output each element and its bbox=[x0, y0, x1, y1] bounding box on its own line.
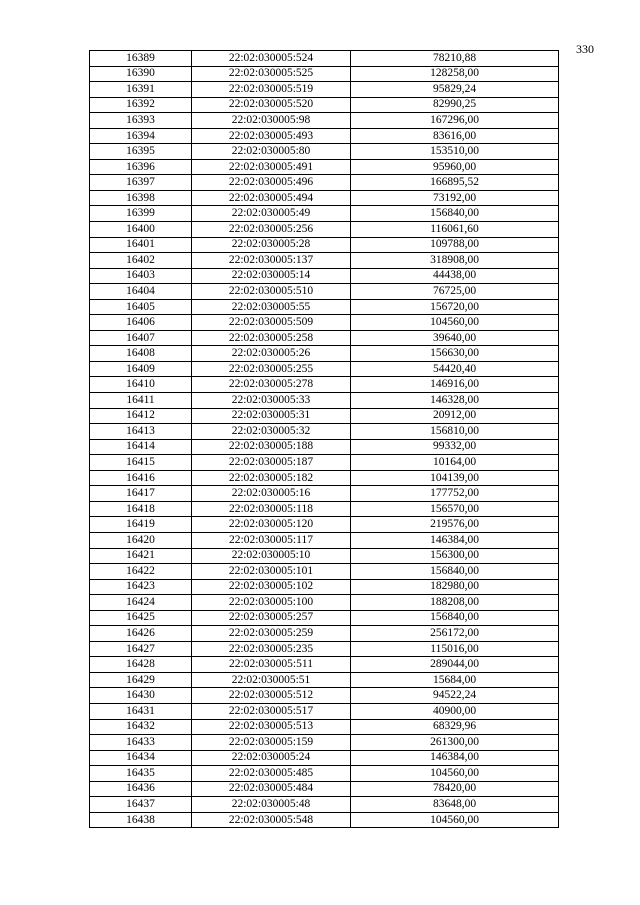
cadastral-number-cell: 22:02:030005:182 bbox=[192, 470, 351, 486]
table-row bbox=[90, 128, 559, 144]
table-row bbox=[90, 750, 559, 766]
table-row bbox=[90, 735, 559, 751]
cadastral-number-cell: 22:02:030005:51 bbox=[192, 672, 351, 688]
table-row bbox=[90, 579, 559, 595]
cadastral-number-cell: 22:02:030005:31 bbox=[192, 408, 351, 424]
value-cell: 99332,00 bbox=[351, 439, 559, 455]
cadastral-number-cell: 22:02:030005:510 bbox=[192, 284, 351, 300]
value-cell: 156570,00 bbox=[351, 501, 559, 517]
value-cell: 54420,40 bbox=[351, 361, 559, 377]
table-row bbox=[90, 377, 559, 393]
cadastral-number-cell: 22:02:030005:485 bbox=[192, 766, 351, 782]
value-cell: 166895,52 bbox=[351, 175, 559, 191]
row-number-cell: 16432 bbox=[90, 719, 192, 735]
row-number-cell: 16398 bbox=[90, 190, 192, 206]
value-cell: 68329,96 bbox=[351, 719, 559, 735]
row-number-cell: 16438 bbox=[90, 812, 192, 828]
value-cell: 15684,00 bbox=[351, 672, 559, 688]
cadastral-number-cell: 22:02:030005:187 bbox=[192, 455, 351, 471]
row-number-cell: 16416 bbox=[90, 470, 192, 486]
table-row bbox=[90, 610, 559, 626]
row-number-cell: 16397 bbox=[90, 175, 192, 191]
table-row bbox=[90, 237, 559, 253]
cadastral-number-cell: 22:02:030005:117 bbox=[192, 532, 351, 548]
row-number-cell: 16412 bbox=[90, 408, 192, 424]
cadastral-number-cell: 22:02:030005:548 bbox=[192, 812, 351, 828]
table-row bbox=[90, 703, 559, 719]
row-number-cell: 16422 bbox=[90, 564, 192, 580]
row-number-cell: 16434 bbox=[90, 750, 192, 766]
row-number-cell: 16420 bbox=[90, 532, 192, 548]
row-number-cell: 16392 bbox=[90, 97, 192, 113]
value-cell: 156840,00 bbox=[351, 564, 559, 580]
value-cell: 156300,00 bbox=[351, 548, 559, 564]
table-row bbox=[90, 641, 559, 657]
table-row bbox=[90, 361, 559, 377]
value-cell: 146916,00 bbox=[351, 377, 559, 393]
cadastral-number-cell: 22:02:030005:10 bbox=[192, 548, 351, 564]
table-row bbox=[90, 439, 559, 455]
cadastral-number-cell: 22:02:030005:235 bbox=[192, 641, 351, 657]
cadastral-number-cell: 22:02:030005:513 bbox=[192, 719, 351, 735]
value-cell: 289044,00 bbox=[351, 657, 559, 673]
table-row bbox=[90, 470, 559, 486]
page-number: 330 bbox=[576, 42, 594, 56]
value-cell: 44438,00 bbox=[351, 268, 559, 284]
table-row bbox=[90, 268, 559, 284]
value-cell: 318908,00 bbox=[351, 253, 559, 269]
value-cell: 182980,00 bbox=[351, 579, 559, 595]
row-number-cell: 16405 bbox=[90, 299, 192, 315]
value-cell: 261300,00 bbox=[351, 735, 559, 751]
table-row bbox=[90, 424, 559, 440]
table-row bbox=[90, 393, 559, 409]
cadastral-number-cell: 22:02:030005:256 bbox=[192, 222, 351, 238]
cadastral-number-cell: 22:02:030005:48 bbox=[192, 797, 351, 813]
cadastral-number-cell: 22:02:030005:80 bbox=[192, 144, 351, 160]
table-row bbox=[90, 97, 559, 113]
cadastral-number-cell: 22:02:030005:509 bbox=[192, 315, 351, 331]
value-cell: 146384,00 bbox=[351, 750, 559, 766]
cadastral-number-cell: 22:02:030005:101 bbox=[192, 564, 351, 580]
table-row bbox=[90, 113, 559, 129]
row-number-cell: 16435 bbox=[90, 766, 192, 782]
table-row bbox=[90, 781, 559, 797]
cadastral-number-cell: 22:02:030005:33 bbox=[192, 393, 351, 409]
value-cell: 83648,00 bbox=[351, 797, 559, 813]
cadastral-number-cell: 22:02:030005:14 bbox=[192, 268, 351, 284]
cadastral-number-cell: 22:02:030005:517 bbox=[192, 703, 351, 719]
table-row bbox=[90, 672, 559, 688]
cadastral-number-cell: 22:02:030005:511 bbox=[192, 657, 351, 673]
table-row bbox=[90, 284, 559, 300]
row-number-cell: 16390 bbox=[90, 66, 192, 82]
row-number-cell: 16396 bbox=[90, 159, 192, 175]
cadastral-number-cell: 22:02:030005:519 bbox=[192, 82, 351, 98]
cadastral-number-cell: 22:02:030005:98 bbox=[192, 113, 351, 129]
value-cell: 40900,00 bbox=[351, 703, 559, 719]
value-cell: 116061,60 bbox=[351, 222, 559, 238]
table-row bbox=[90, 657, 559, 673]
row-number-cell: 16431 bbox=[90, 703, 192, 719]
table-row bbox=[90, 408, 559, 424]
value-cell: 146384,00 bbox=[351, 532, 559, 548]
table-row bbox=[90, 190, 559, 206]
row-number-cell: 16429 bbox=[90, 672, 192, 688]
value-cell: 128258,00 bbox=[351, 66, 559, 82]
table-row bbox=[90, 330, 559, 346]
value-cell: 104560,00 bbox=[351, 766, 559, 782]
cadastral-number-cell: 22:02:030005:100 bbox=[192, 595, 351, 611]
value-cell: 115016,00 bbox=[351, 641, 559, 657]
cadastral-number-cell: 22:02:030005:524 bbox=[192, 51, 351, 67]
cadastral-number-cell: 22:02:030005:493 bbox=[192, 128, 351, 144]
value-cell: 146328,00 bbox=[351, 393, 559, 409]
cadastral-number-cell: 22:02:030005:55 bbox=[192, 299, 351, 315]
value-cell: 78210,88 bbox=[351, 51, 559, 67]
cadastral-number-cell: 22:02:030005:24 bbox=[192, 750, 351, 766]
value-cell: 20912,00 bbox=[351, 408, 559, 424]
table-row bbox=[90, 222, 559, 238]
value-cell: 10164,00 bbox=[351, 455, 559, 471]
cadastral-number-cell: 22:02:030005:484 bbox=[192, 781, 351, 797]
cadastral-number-cell: 22:02:030005:491 bbox=[192, 159, 351, 175]
cadastral-number-cell: 22:02:030005:255 bbox=[192, 361, 351, 377]
row-number-cell: 16394 bbox=[90, 128, 192, 144]
cadastral-number-cell: 22:02:030005:188 bbox=[192, 439, 351, 455]
table-row bbox=[90, 797, 559, 813]
table-row bbox=[90, 159, 559, 175]
table-row bbox=[90, 812, 559, 828]
value-cell: 83616,00 bbox=[351, 128, 559, 144]
row-number-cell: 16421 bbox=[90, 548, 192, 564]
table-row bbox=[90, 548, 559, 564]
table-row bbox=[90, 175, 559, 191]
row-number-cell: 16393 bbox=[90, 113, 192, 129]
cadastral-number-cell: 22:02:030005:512 bbox=[192, 688, 351, 704]
row-number-cell: 16425 bbox=[90, 610, 192, 626]
table-row bbox=[90, 564, 559, 580]
row-number-cell: 16428 bbox=[90, 657, 192, 673]
cadastral-number-cell: 22:02:030005:137 bbox=[192, 253, 351, 269]
row-number-cell: 16418 bbox=[90, 501, 192, 517]
table-row bbox=[90, 501, 559, 517]
table-row bbox=[90, 626, 559, 642]
table-row bbox=[90, 595, 559, 611]
table-row bbox=[90, 51, 559, 67]
cadastral-number-cell: 22:02:030005:496 bbox=[192, 175, 351, 191]
cadastral-number-cell: 22:02:030005:259 bbox=[192, 626, 351, 642]
table-row bbox=[90, 486, 559, 502]
value-cell: 188208,00 bbox=[351, 595, 559, 611]
row-number-cell: 16399 bbox=[90, 206, 192, 222]
row-number-cell: 16408 bbox=[90, 346, 192, 362]
row-number-cell: 16426 bbox=[90, 626, 192, 642]
table-row bbox=[90, 766, 559, 782]
cadastral-number-cell: 22:02:030005:26 bbox=[192, 346, 351, 362]
value-cell: 156840,00 bbox=[351, 610, 559, 626]
cadastral-number-cell: 22:02:030005:28 bbox=[192, 237, 351, 253]
value-cell: 153510,00 bbox=[351, 144, 559, 160]
table-row bbox=[90, 206, 559, 222]
cadastral-number-cell: 22:02:030005:49 bbox=[192, 206, 351, 222]
value-cell: 109788,00 bbox=[351, 237, 559, 253]
cadastral-number-cell: 22:02:030005:258 bbox=[192, 330, 351, 346]
row-number-cell: 16414 bbox=[90, 439, 192, 455]
table-row bbox=[90, 346, 559, 362]
row-number-cell: 16415 bbox=[90, 455, 192, 471]
cadastral-number-cell: 22:02:030005:525 bbox=[192, 66, 351, 82]
table-row bbox=[90, 299, 559, 315]
row-number-cell: 16407 bbox=[90, 330, 192, 346]
value-cell: 177752,00 bbox=[351, 486, 559, 502]
row-number-cell: 16419 bbox=[90, 517, 192, 533]
value-cell: 82990,25 bbox=[351, 97, 559, 113]
table-row bbox=[90, 719, 559, 735]
value-cell: 104139,00 bbox=[351, 470, 559, 486]
value-cell: 167296,00 bbox=[351, 113, 559, 129]
row-number-cell: 16400 bbox=[90, 222, 192, 238]
table-row bbox=[90, 315, 559, 331]
value-cell: 39640,00 bbox=[351, 330, 559, 346]
value-cell: 94522,24 bbox=[351, 688, 559, 704]
value-cell: 104560,00 bbox=[351, 812, 559, 828]
table-row bbox=[90, 144, 559, 160]
row-number-cell: 16389 bbox=[90, 51, 192, 67]
row-number-cell: 16404 bbox=[90, 284, 192, 300]
value-cell: 104560,00 bbox=[351, 315, 559, 331]
row-number-cell: 16411 bbox=[90, 393, 192, 409]
value-cell: 156840,00 bbox=[351, 206, 559, 222]
row-number-cell: 16437 bbox=[90, 797, 192, 813]
registry-table bbox=[89, 50, 559, 828]
cadastral-number-cell: 22:02:030005:32 bbox=[192, 424, 351, 440]
row-number-cell: 16406 bbox=[90, 315, 192, 331]
value-cell: 156810,00 bbox=[351, 424, 559, 440]
table-row bbox=[90, 253, 559, 269]
table-row bbox=[90, 688, 559, 704]
cadastral-number-cell: 22:02:030005:159 bbox=[192, 735, 351, 751]
row-number-cell: 16427 bbox=[90, 641, 192, 657]
cadastral-number-cell: 22:02:030005:278 bbox=[192, 377, 351, 393]
row-number-cell: 16424 bbox=[90, 595, 192, 611]
cadastral-number-cell: 22:02:030005:494 bbox=[192, 190, 351, 206]
value-cell: 156720,00 bbox=[351, 299, 559, 315]
row-number-cell: 16402 bbox=[90, 253, 192, 269]
cadastral-number-cell: 22:02:030005:16 bbox=[192, 486, 351, 502]
row-number-cell: 16391 bbox=[90, 82, 192, 98]
table-row bbox=[90, 66, 559, 82]
value-cell: 256172,00 bbox=[351, 626, 559, 642]
cadastral-number-cell: 22:02:030005:118 bbox=[192, 501, 351, 517]
row-number-cell: 16430 bbox=[90, 688, 192, 704]
row-number-cell: 16409 bbox=[90, 361, 192, 377]
row-number-cell: 16436 bbox=[90, 781, 192, 797]
value-cell: 78420,00 bbox=[351, 781, 559, 797]
row-number-cell: 16423 bbox=[90, 579, 192, 595]
row-number-cell: 16401 bbox=[90, 237, 192, 253]
table-row bbox=[90, 517, 559, 533]
table-row bbox=[90, 532, 559, 548]
table-row bbox=[90, 455, 559, 471]
row-number-cell: 16410 bbox=[90, 377, 192, 393]
value-cell: 95960,00 bbox=[351, 159, 559, 175]
value-cell: 95829,24 bbox=[351, 82, 559, 98]
registry-table-body bbox=[90, 51, 559, 828]
value-cell: 219576,00 bbox=[351, 517, 559, 533]
cadastral-number-cell: 22:02:030005:102 bbox=[192, 579, 351, 595]
cadastral-number-cell: 22:02:030005:520 bbox=[192, 97, 351, 113]
row-number-cell: 16433 bbox=[90, 735, 192, 751]
table-row bbox=[90, 82, 559, 98]
row-number-cell: 16395 bbox=[90, 144, 192, 160]
value-cell: 76725,00 bbox=[351, 284, 559, 300]
value-cell: 73192,00 bbox=[351, 190, 559, 206]
cadastral-number-cell: 22:02:030005:257 bbox=[192, 610, 351, 626]
value-cell: 156630,00 bbox=[351, 346, 559, 362]
row-number-cell: 16417 bbox=[90, 486, 192, 502]
row-number-cell: 16413 bbox=[90, 424, 192, 440]
cadastral-number-cell: 22:02:030005:120 bbox=[192, 517, 351, 533]
row-number-cell: 16403 bbox=[90, 268, 192, 284]
